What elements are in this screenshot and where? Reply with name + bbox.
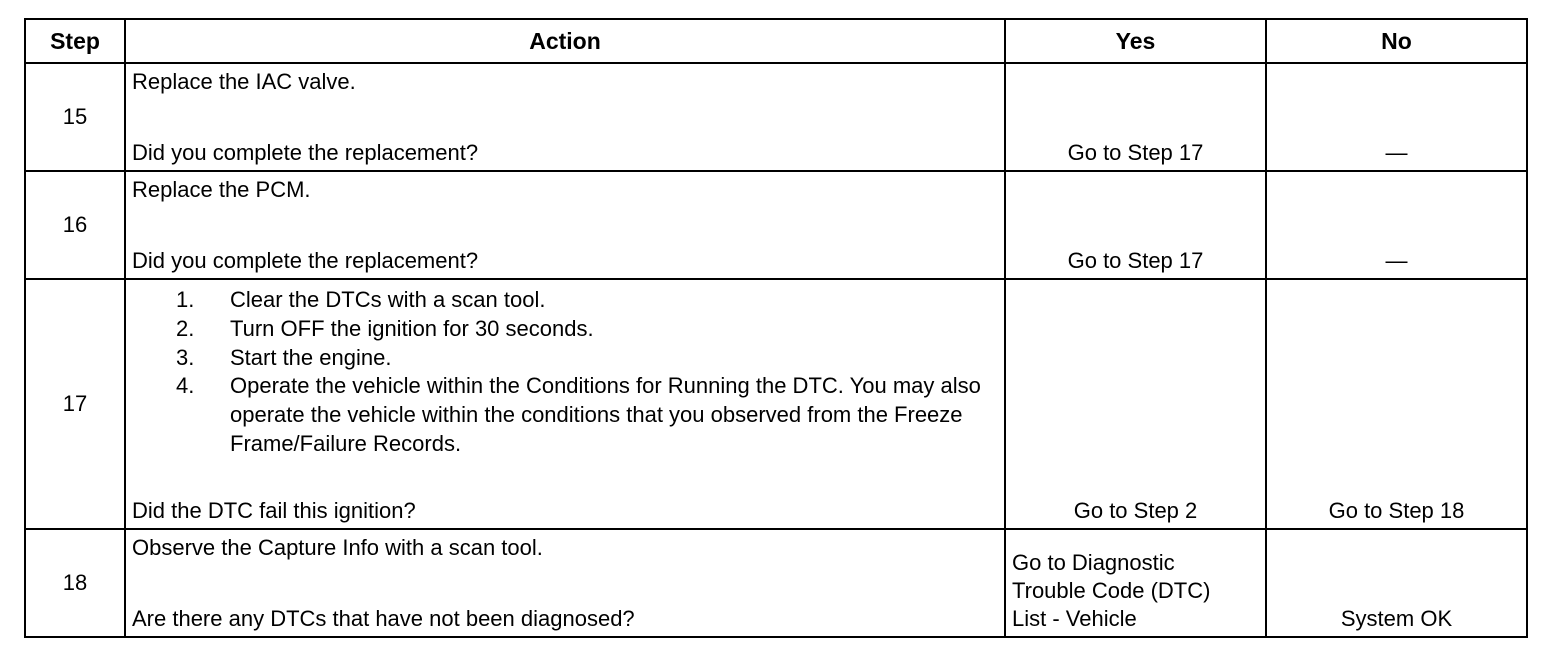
action-question: Did you complete the replacement? [132, 140, 479, 165]
no-cell [1266, 63, 1527, 171]
yes-result: Go to Step 17 [1067, 140, 1204, 165]
action-cell [125, 63, 1005, 171]
action-cell [125, 279, 1005, 529]
action-cell [125, 171, 1005, 279]
no-cell [1266, 529, 1527, 637]
list-item [176, 286, 994, 315]
action-text: Observe the Capture Info with a scan tool. [132, 535, 543, 560]
list-item-text: Operate the vehicle within the Conditions for Running the DTC. You may also operate the vehicle within the conditions that you observed from the Freeze Frame/Failure Records. [230, 373, 981, 456]
header-row [25, 19, 1527, 63]
list-item [176, 372, 994, 458]
action-question: Did you complete the replacement? [132, 248, 479, 273]
step-number: 17 [25, 279, 125, 529]
header-action: Action [125, 19, 1005, 63]
header-no: No [1266, 19, 1527, 63]
yes-cell [1005, 529, 1266, 637]
list-item-number: 1. [176, 287, 195, 312]
action-text: Replace the PCM. [132, 177, 311, 202]
yes-cell [1005, 279, 1266, 529]
list-item-number: 3. [176, 344, 195, 370]
action-question: Are there any DTCs that have not been diagnosed? [132, 606, 635, 631]
step-number: 18 [25, 529, 125, 637]
action-question: Did the DTC fail this ignition? [132, 498, 416, 523]
no-cell [1266, 171, 1527, 279]
no-result: — [1385, 248, 1408, 273]
yes-cell [1005, 63, 1266, 171]
yes-result [1012, 549, 1261, 633]
diagnostic-table [24, 18, 1528, 638]
list-item-text: Clear the DTCs with a scan tool. [230, 287, 546, 312]
action-cell [125, 529, 1005, 637]
list-item [176, 344, 994, 373]
yes-result-line: Trouble Code (DTC) [1012, 578, 1211, 603]
list-item-text: Start the engine. [230, 344, 392, 370]
yes-result-line: Go to Diagnostic [1012, 550, 1175, 575]
yes-cell [1005, 171, 1266, 279]
step-number: 15 [25, 63, 125, 171]
header-yes: Yes [1005, 19, 1266, 63]
no-result: Go to Step 18 [1328, 498, 1465, 523]
step-number: 16 [25, 171, 125, 279]
yes-result-line: List - Vehicle [1012, 606, 1137, 631]
table-row [25, 171, 1527, 279]
yes-result: Go to Step 2 [1073, 498, 1198, 523]
table-row [25, 279, 1527, 529]
no-result: System OK [1340, 606, 1453, 631]
action-text: Replace the IAC valve. [132, 69, 356, 94]
procedure-list [176, 286, 994, 459]
list-item [176, 315, 994, 344]
table-row [25, 63, 1527, 171]
no-cell [1266, 279, 1527, 529]
list-item-number: 4. [176, 373, 195, 399]
header-step: Step [25, 19, 125, 63]
list-item-number: 2. [176, 315, 195, 341]
list-item-text: Turn OFF the ignition for 30 seconds. [230, 315, 594, 341]
yes-result: Go to Step 17 [1067, 248, 1204, 273]
no-result: — [1385, 140, 1408, 165]
table-row [25, 529, 1527, 637]
